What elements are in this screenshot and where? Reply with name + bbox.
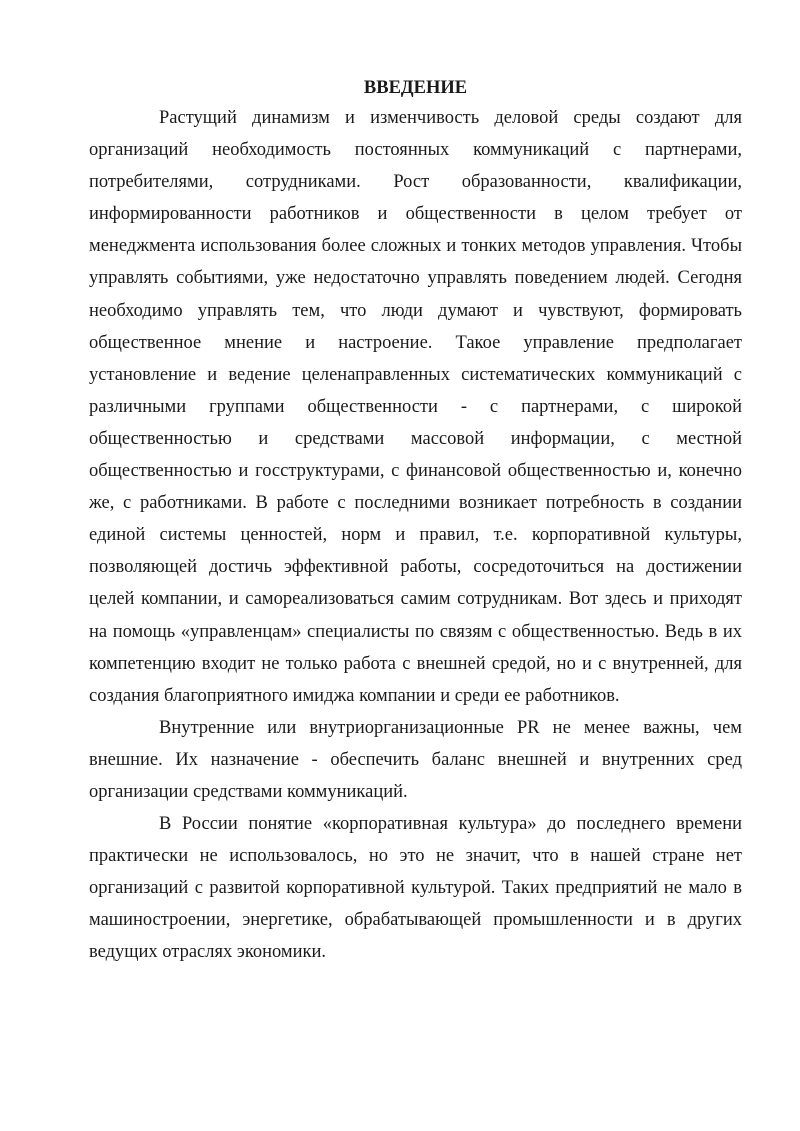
document-body [89, 74, 742, 969]
page-title: ВВЕДЕНИЕ [363, 78, 468, 98]
paragraph-2: Внутренние или внутриорганизационные PR не менее важны, чем внешние. Их назначение - обеспечить баланс внешней и внутренних сред организации средствами коммуникаций. [89, 717, 742, 802]
paragraph-3: В России понятие «корпоративная культура» до последнего времени практически не использовалось, но это не значит, что в нашей стране нет организаций с развитой корпоративной культурой. Таких предприятий не мало в машиностроении, энергетике, обрабатывающей промышленности и в других ведущих отраслях экономики. [89, 814, 742, 963]
paragraph-1: Растущий динамизм и изменчивость деловой среды создают для организаций необходимость постоянных коммуникаций с партнерами, потребителями, сотрудниками. Рост образованности, квалификации, информированности работников и общественности в целом требует от менеджмента использования более сложных и тонких методов управления. Чтобы управлять событиями, уже недостаточно управлять поведением людей. Сегодня необходимо управлять тем, что люди думают и чувствуют, формировать общественное мнение и настроение. Такое управление предполагает установление и ведение целенаправленных систематических коммуникаций с различными группами общественности - с партнерами, с широкой общественностью и средствами массовой информации, с местной общественностью и госструктурами, с финансовой общественностью и, конечно же, с работниками. В работе с последними возникает потребность в создании единой системы ценностей, норм и правил, т.е. корпоративной культуры, позволяющей достичь эффективной работы, сосредоточиться на достижении целей компании, и самореализоваться самим сотрудникам. Вот здесь и приходят на помощь «управленцам» специалисты по связям с общественностью. Ведь в их компетенцию входит не только работа с внешней средой, но и с внутренней, для создания благоприятного имиджа компании и среди ее работников. [89, 108, 742, 706]
